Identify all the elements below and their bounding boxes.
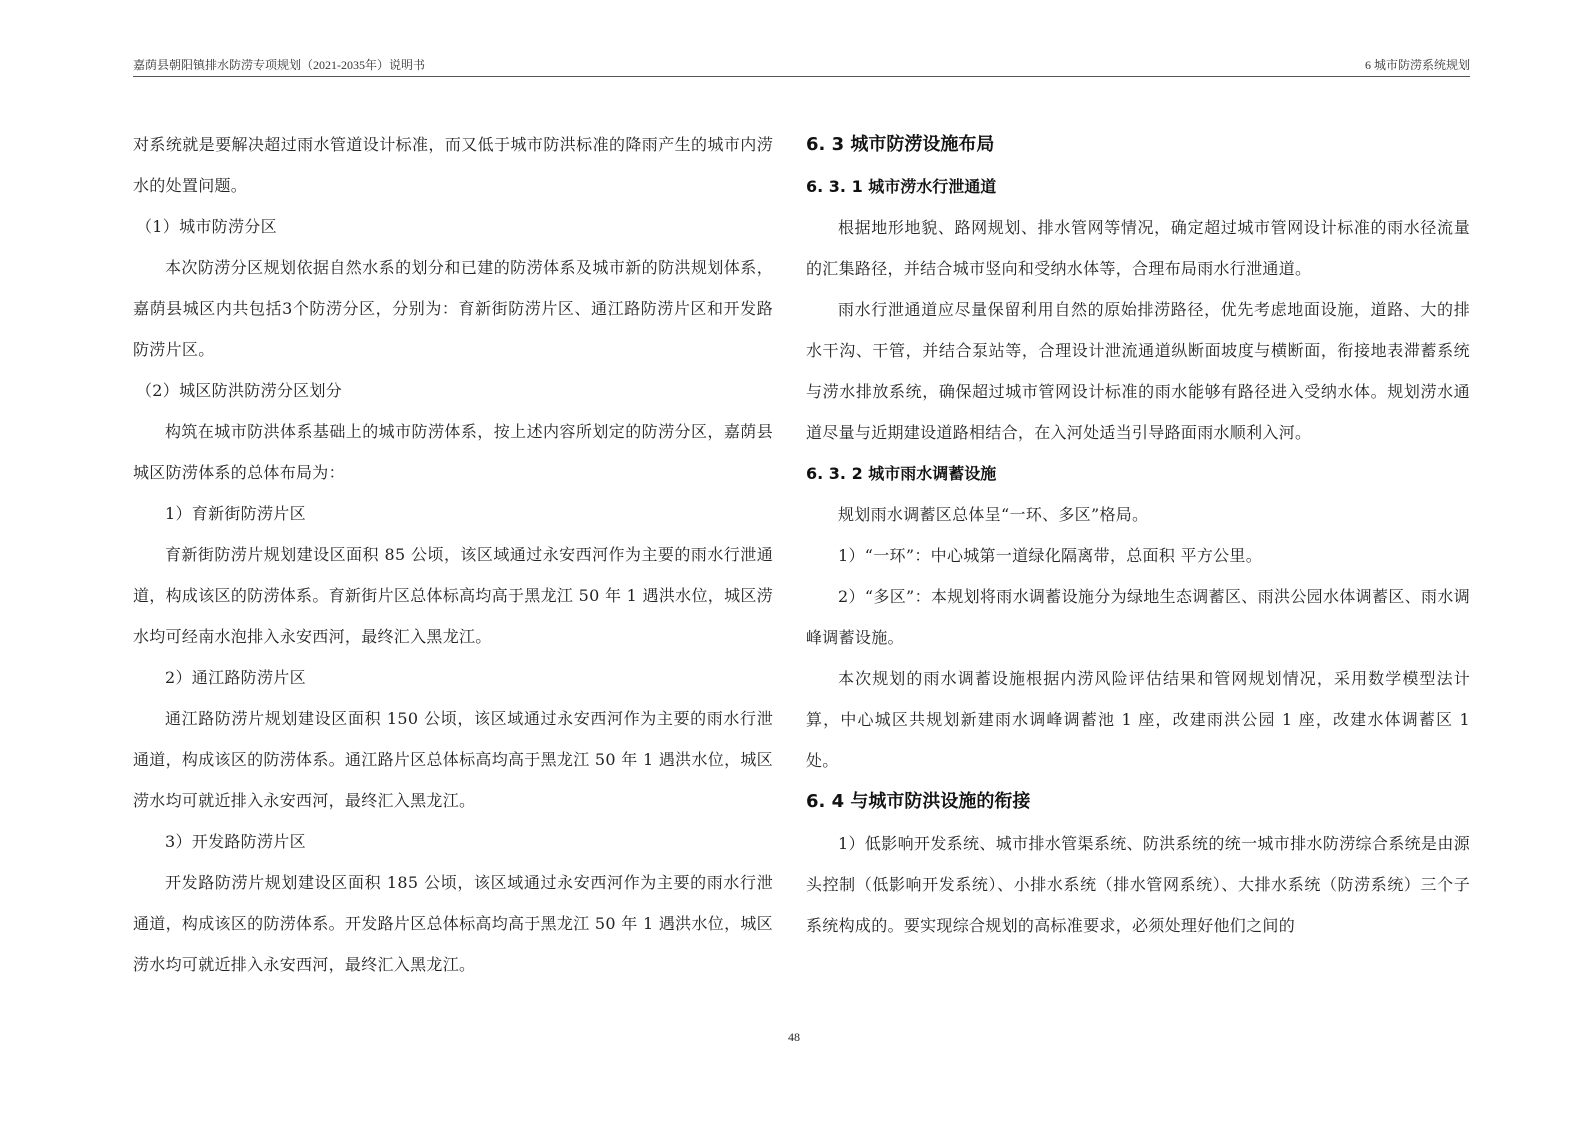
section-heading-6-3-2: 6. 3. 2 城市雨水调蓄设施 bbox=[806, 464, 997, 483]
header-rule bbox=[133, 76, 1470, 77]
paragraph-storage-plan: 本次规划的雨水调蓄设施根据内涝风险评估结果和管网规划情况，采用数学模型法计算，中心城区共规划新建雨水调峰调蓄池 1 座，改建雨洪公园 1 座，改建水体调蓄区 1 处。 bbox=[806, 669, 1470, 770]
paragraph-multi-zone: 2）“多区”：本规划将雨水调蓄设施分为绿地生态调蓄区、雨洪公园水体调蓄区、雨水调峰调蓄设施。 bbox=[806, 587, 1470, 647]
subheading-yuxin: 1）育新街防涝片区 bbox=[165, 504, 306, 523]
paragraph-one-ring: 1）“一环”：中心城第一道绿化隔离带，总面积 平方公里。 bbox=[838, 546, 1263, 565]
paragraph-integration: 1）低影响开发系统、城市排水管渠系统、防洪系统的统一城市排水防涝综合系统是由源头控制（低影响开发系统）、小排水系统（排水管网系统）、大排水系统（防涝系统）三个子系统构成的。要实现综合规划的高标准要求，必须处理好他们之间的 bbox=[806, 834, 1470, 935]
left-column bbox=[133, 124, 773, 985]
subheading-kaifa: 3）开发路防涝片区 bbox=[165, 832, 306, 851]
subheading-tongjiang: 2）通江路防涝片区 bbox=[165, 668, 306, 687]
paragraph-layout: 构筑在城市防洪体系基础上的城市防涝体系，按上述内容所划定的防涝分区，嘉荫县城区防涝体系的总体布局为： bbox=[133, 422, 773, 482]
paragraph-storage-pattern: 规划雨水调蓄区总体呈“一环、多区”格局。 bbox=[838, 505, 1149, 524]
paragraph-tongjiang: 通江路防涝片规划建设区面积 150 公顷，该区域通过永安西河作为主要的雨水行泄通道，构成该区的防涝体系。通江路片区总体标高均高于黑龙江 50 年 1 遇洪水位，城区涝水均可就近排入永安西河，最终汇入黑龙江。 bbox=[133, 709, 773, 810]
paragraph-kaifa: 开发路防涝片规划建设区面积 185 公顷，该区域通过永安西河作为主要的雨水行泄通道，构成该区的防涝体系。开发路片区总体标高均高于黑龙江 50 年 1 遇洪水位，城区涝水均可就近排入永安西河，最终汇入黑龙江。 bbox=[133, 873, 773, 974]
section-heading-6-4: 6. 4 与城市防洪设施的衔接 bbox=[806, 791, 1031, 812]
section-heading-6-3-1: 6. 3. 1 城市涝水行泄通道 bbox=[806, 177, 997, 196]
running-header-chapter: 6 城市防涝系统规划 bbox=[1364, 58, 1470, 72]
section-heading-6-3: 6. 3 城市防涝设施布局 bbox=[806, 134, 995, 155]
paragraph-collection-path: 根据地形地貌、路网规划、排水管网等情况，确定超过城市管网设计标准的雨水径流量的汇集路径，并结合城市竖向和受纳水体等，合理布局雨水行泄通道。 bbox=[806, 218, 1470, 278]
paragraph-intro: 对系统就是要解决超过雨水管道设计标准，而又低于城市防洪标准的降雨产生的城市内涝水的处置问题。 bbox=[133, 135, 773, 195]
page-number: 48 bbox=[788, 1030, 800, 1044]
paragraph-zones: 本次防涝分区规划依据自然水系的划分和已建的防涝体系及城市新的防洪规划体系，嘉荫县城区内共包括3个防涝分区，分别为：育新街防涝片区、通江路防涝片区和开发路防涝片区。 bbox=[133, 258, 773, 359]
paragraph-flood-channel: 雨水行泄通道应尽量保留利用自然的原始排涝路径，优先考虑地面设施，道路、大的排水干沟、干管，并结合泵站等，合理设计泄流通道纵断面坡度与横断面，衔接地表滞蓄系统与涝水排放系统，确保超过城市管网设计标准的雨水能够有路径进入受纳水体。规划涝水通道尽量与近期建设道路相结合，在入河处适当引导路面雨水顺利入河。 bbox=[806, 300, 1470, 442]
running-header-title: 嘉荫县朝阳镇排水防涝专项规划（2021-2035年）说明书 bbox=[133, 58, 425, 72]
paragraph-yuxin: 育新街防涝片规划建设区面积 85 公顷，该区域通过永安西河作为主要的雨水行泄通道，构成该区的防涝体系。育新街片区总体标高均高于黑龙江 50 年 1 遇洪水位，城区涝水均可经南水泡排入永安西河，最终汇入黑龙江。 bbox=[133, 545, 773, 646]
item-heading-zone-division: （2）城区防洪防涝分区划分 bbox=[136, 381, 343, 400]
item-heading-drainage-zones: （1）城市防涝分区 bbox=[136, 217, 277, 236]
right-column bbox=[806, 124, 1470, 946]
